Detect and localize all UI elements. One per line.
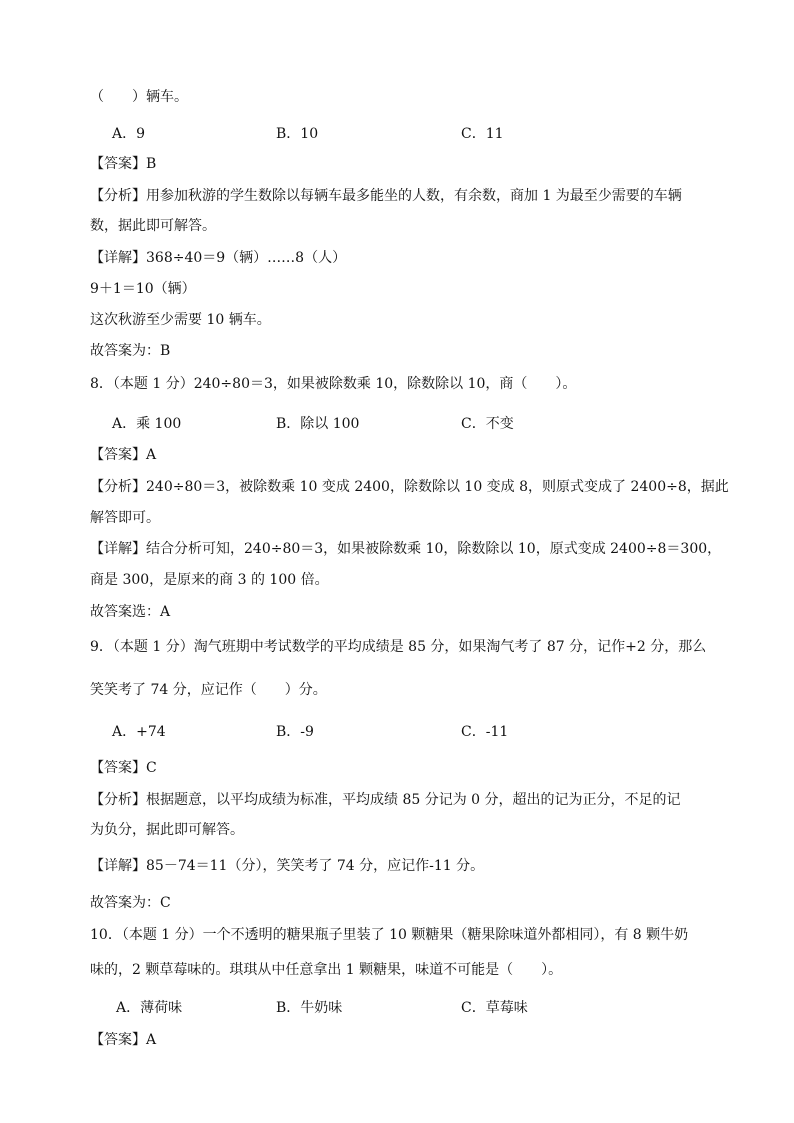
q7-stem-end: （ ）辆车。 — [90, 89, 188, 105]
q9-stem-line-2: 笑笑考了 74 分，应记作（ ）分。 — [90, 682, 327, 698]
q7-detail-line-2: 9＋1＝10（辆） — [90, 281, 196, 297]
q9-stem-line-1: 9．（本题 1 分）淘气班期中考试数学的平均成绩是 85 分，如果淘气考了 87 分，记作+2 分，那么 — [90, 639, 707, 655]
q7-analysis-line-2: 数，据此即可解答。 — [90, 218, 216, 234]
q9-option-c: C．-11 — [461, 724, 509, 740]
q9-analysis-line-2: 为负分，据此即可解答。 — [90, 822, 244, 838]
q7-option-a: A．9 — [112, 126, 146, 142]
q8-stem: 8．（本题 1 分）240÷80＝3，如果被除数乘 10，除数除以 10，商（ ）。 — [90, 376, 577, 392]
q10-option-a: A．薄荷味 — [116, 1000, 183, 1016]
q10-answer: 【答案】A — [90, 1032, 157, 1048]
q9-answer: 【答案】C — [90, 760, 157, 776]
q10-option-b: B．牛奶味 — [276, 1000, 343, 1016]
q7-analysis-line-1: 【分析】用参加秋游的学生数除以每辆车最多能坐的人数，有余数，商加 1 为最至少需要的车辆 — [90, 188, 682, 204]
q10-stem-line-1: 10．（本题 1 分）一个不透明的糖果瓶子里装了 10 颗糖果（糖果除味道外都相同），有 8 颗牛奶 — [90, 927, 689, 943]
q7-detail-line-3: 这次秋游至少需要 10 辆车。 — [90, 312, 271, 328]
q10-option-c: C．草莓味 — [461, 1000, 528, 1016]
q9-final-answer: 故答案为：C — [90, 895, 171, 911]
q8-detail-line-1: 【详解】结合分析可知，240÷80＝3，如果被除数乘 10，除数除以 10，原式变成 2400÷8＝300， — [90, 541, 722, 557]
q8-final-answer: 故答案选：A — [90, 604, 171, 620]
q9-option-a: A．+74 — [112, 724, 166, 740]
q7-detail-line-1: 【详解】368÷40＝9（辆）……8（人） — [90, 250, 347, 266]
q9-detail: 【详解】85－74＝11（分），笑笑考了 74 分，应记作-11 分。 — [90, 858, 485, 874]
q8-analysis-line-2: 解答即可。 — [90, 510, 160, 526]
q8-option-b: B．除以 100 — [276, 416, 360, 432]
q7-option-c: C．11 — [461, 126, 504, 142]
q9-option-b: B．-9 — [276, 724, 314, 740]
q8-option-a: A．乘 100 — [112, 416, 182, 432]
q8-answer: 【答案】A — [90, 447, 157, 463]
q7-final-answer: 故答案为：B — [90, 343, 171, 359]
q7-option-b: B．10 — [276, 126, 319, 142]
q8-option-c: C．不变 — [461, 416, 514, 432]
q8-analysis-line-1: 【分析】240÷80＝3，被除数乘 10 变成 2400，除数除以 10 变成 8，则原式变成了 2400÷8，据此 — [90, 479, 729, 495]
q9-analysis-line-1: 【分析】根据题意，以平均成绩为标准，平均成绩 85 分记为 0 分，超出的记为正分，不足的记 — [90, 792, 681, 808]
q7-answer: 【答案】B — [90, 156, 157, 172]
q10-stem-line-2: 味的，2 颗草莓味的。琪琪从中任意拿出 1 颗糖果，味道不可能是（ ）。 — [90, 962, 563, 978]
q8-detail-line-2: 商是 300，是原来的商 3 的 100 倍。 — [90, 572, 329, 588]
